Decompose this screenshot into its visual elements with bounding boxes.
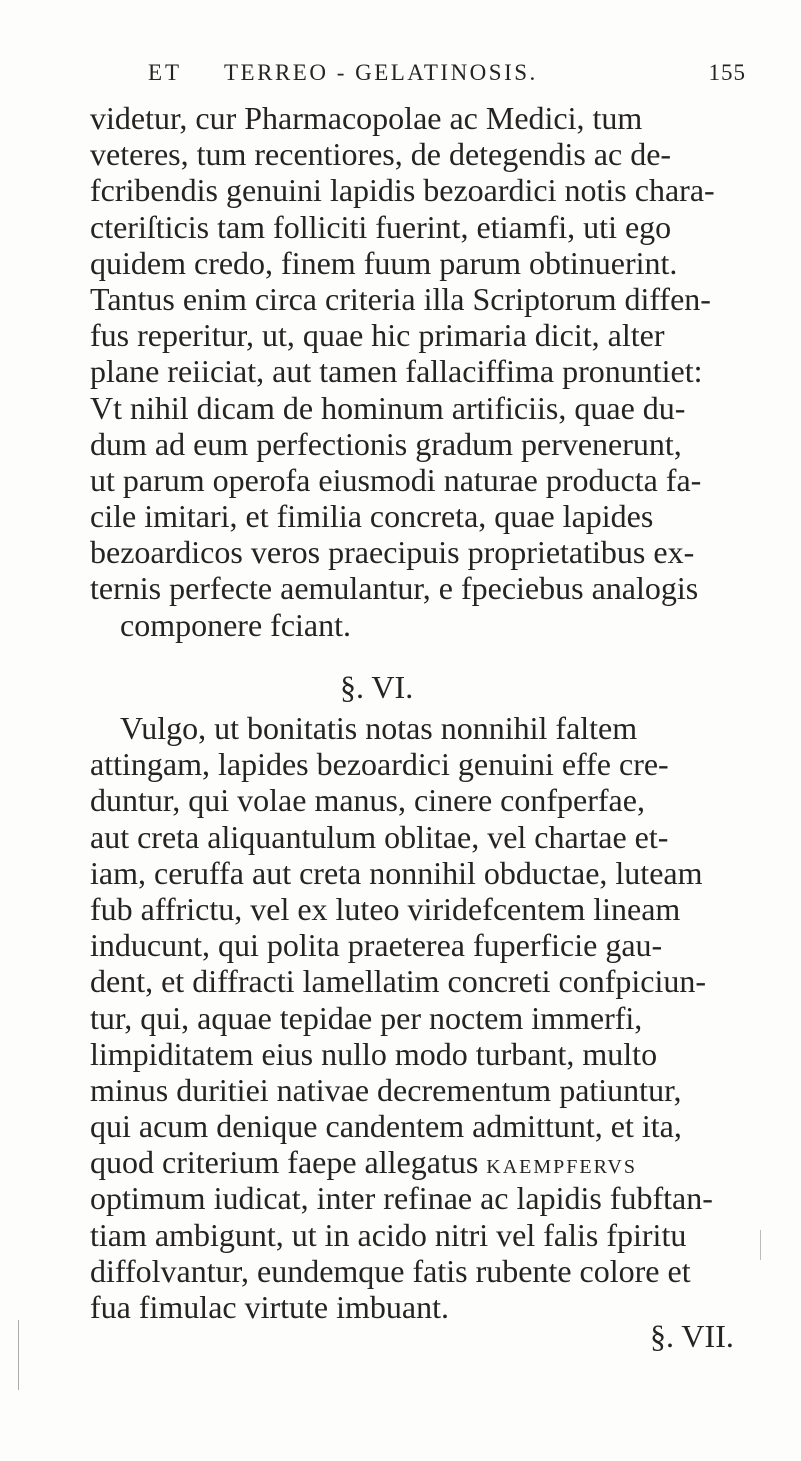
text-line: fus reperitur, ut, quae hic primaria dicit, alter <box>90 317 665 354</box>
text-line: minus duritiei nativae decrementum patiuntur, <box>90 1071 682 1108</box>
body-text-section-vi <box>90 710 760 1325</box>
running-head-left: ET <box>148 60 183 85</box>
text-line: ternis perfecte aemulantur, e fpeciebus analogis <box>90 570 699 607</box>
paper-speck <box>760 1230 761 1260</box>
text-line: Vulgo, ut bonitatis notas nonnihil faltem <box>120 710 638 746</box>
text-line: videtur, cur Pharmacopolae ac Medici, tum <box>90 100 643 136</box>
text-line: ut parum operofa eiusmodi naturae producta fa- <box>90 461 702 498</box>
text-line: tiam ambigunt, ut in acido nitri vel falis fpiritu <box>90 1216 687 1253</box>
text-line: Vt nihil dicam de hominum artificiis, quae du- <box>90 389 686 426</box>
section-heading-vii: §. VII. <box>650 1318 734 1354</box>
text-line: qui acum denique candentem admittunt, et ita, <box>90 1108 682 1145</box>
text-line: bezoardicos veros praecipuis proprietatibus ex- <box>90 534 695 571</box>
text-fragment: quod criterium faepe allegatus <box>90 1144 479 1181</box>
page-number: 155 <box>708 60 746 85</box>
running-head-title: TERREO - GELATINOSIS. <box>224 60 538 85</box>
text-line: optimum iudicat, inter refinae ac lapidis fubftan- <box>90 1180 713 1217</box>
text-line: aut creta aliquantulum oblitae, vel chartae et- <box>90 818 669 855</box>
text-line: duntur, qui volae manus, cinere confperfae, <box>90 782 645 819</box>
text-line: cteriſticis tam folliciti fuerint, etiamfi, uti ego <box>90 208 672 245</box>
text-line: fub affrictu, vel ex luteo viridefcentem lineam <box>90 890 681 927</box>
text-line: inducunt, qui polita praeterea fuperficie gau- <box>90 927 663 964</box>
text-line: dent, et diffracti lamellatim concreti confpiciun- <box>90 963 707 1000</box>
text-line: dum ad eum perfectionis gradum pervenerunt, <box>90 425 682 462</box>
author-name: KAEMPFERVS <box>486 1156 637 1179</box>
text-line: limpiditatem eius nullo modo turbant, multo <box>90 1035 658 1072</box>
text-line: cile imitari, et fimilia concreta, quae lapides <box>90 498 654 535</box>
text-line: iam, ceruffa aut creta nonnihil obductae, luteam <box>90 854 703 891</box>
text-line: fcribendis genuini lapidis bezoardici notis chara- <box>90 172 715 209</box>
body-text <box>90 100 760 643</box>
text-line: quidem credo, finem fuum parum obtinuerint. <box>90 244 678 281</box>
section-heading-vi: §. VI. <box>340 669 414 705</box>
text-line-with-author <box>90 1144 760 1180</box>
text-line: fua fimulac virtute imbuant. <box>90 1289 449 1325</box>
paper-edge-mark <box>18 1320 19 1390</box>
text-line: Tantus enim circa criteria illa Scriptorum diffen- <box>90 280 711 317</box>
text-line: tur, qui, aquae tepidae per noctem immerfi, <box>90 999 643 1036</box>
text-line: attingam, lapides bezoardici genuini effe cre- <box>90 746 669 783</box>
text-line: diffolvantur, eundemque fatis rubente colore et <box>90 1252 691 1289</box>
text-line: componere fciant. <box>120 606 351 643</box>
running-head <box>148 60 746 94</box>
text-line: plane reiiciat, aut tamen fallaciffima pronuntiet: <box>90 353 703 390</box>
text-line: veteres, tum recentiores, de detegendis ac de- <box>90 136 672 173</box>
